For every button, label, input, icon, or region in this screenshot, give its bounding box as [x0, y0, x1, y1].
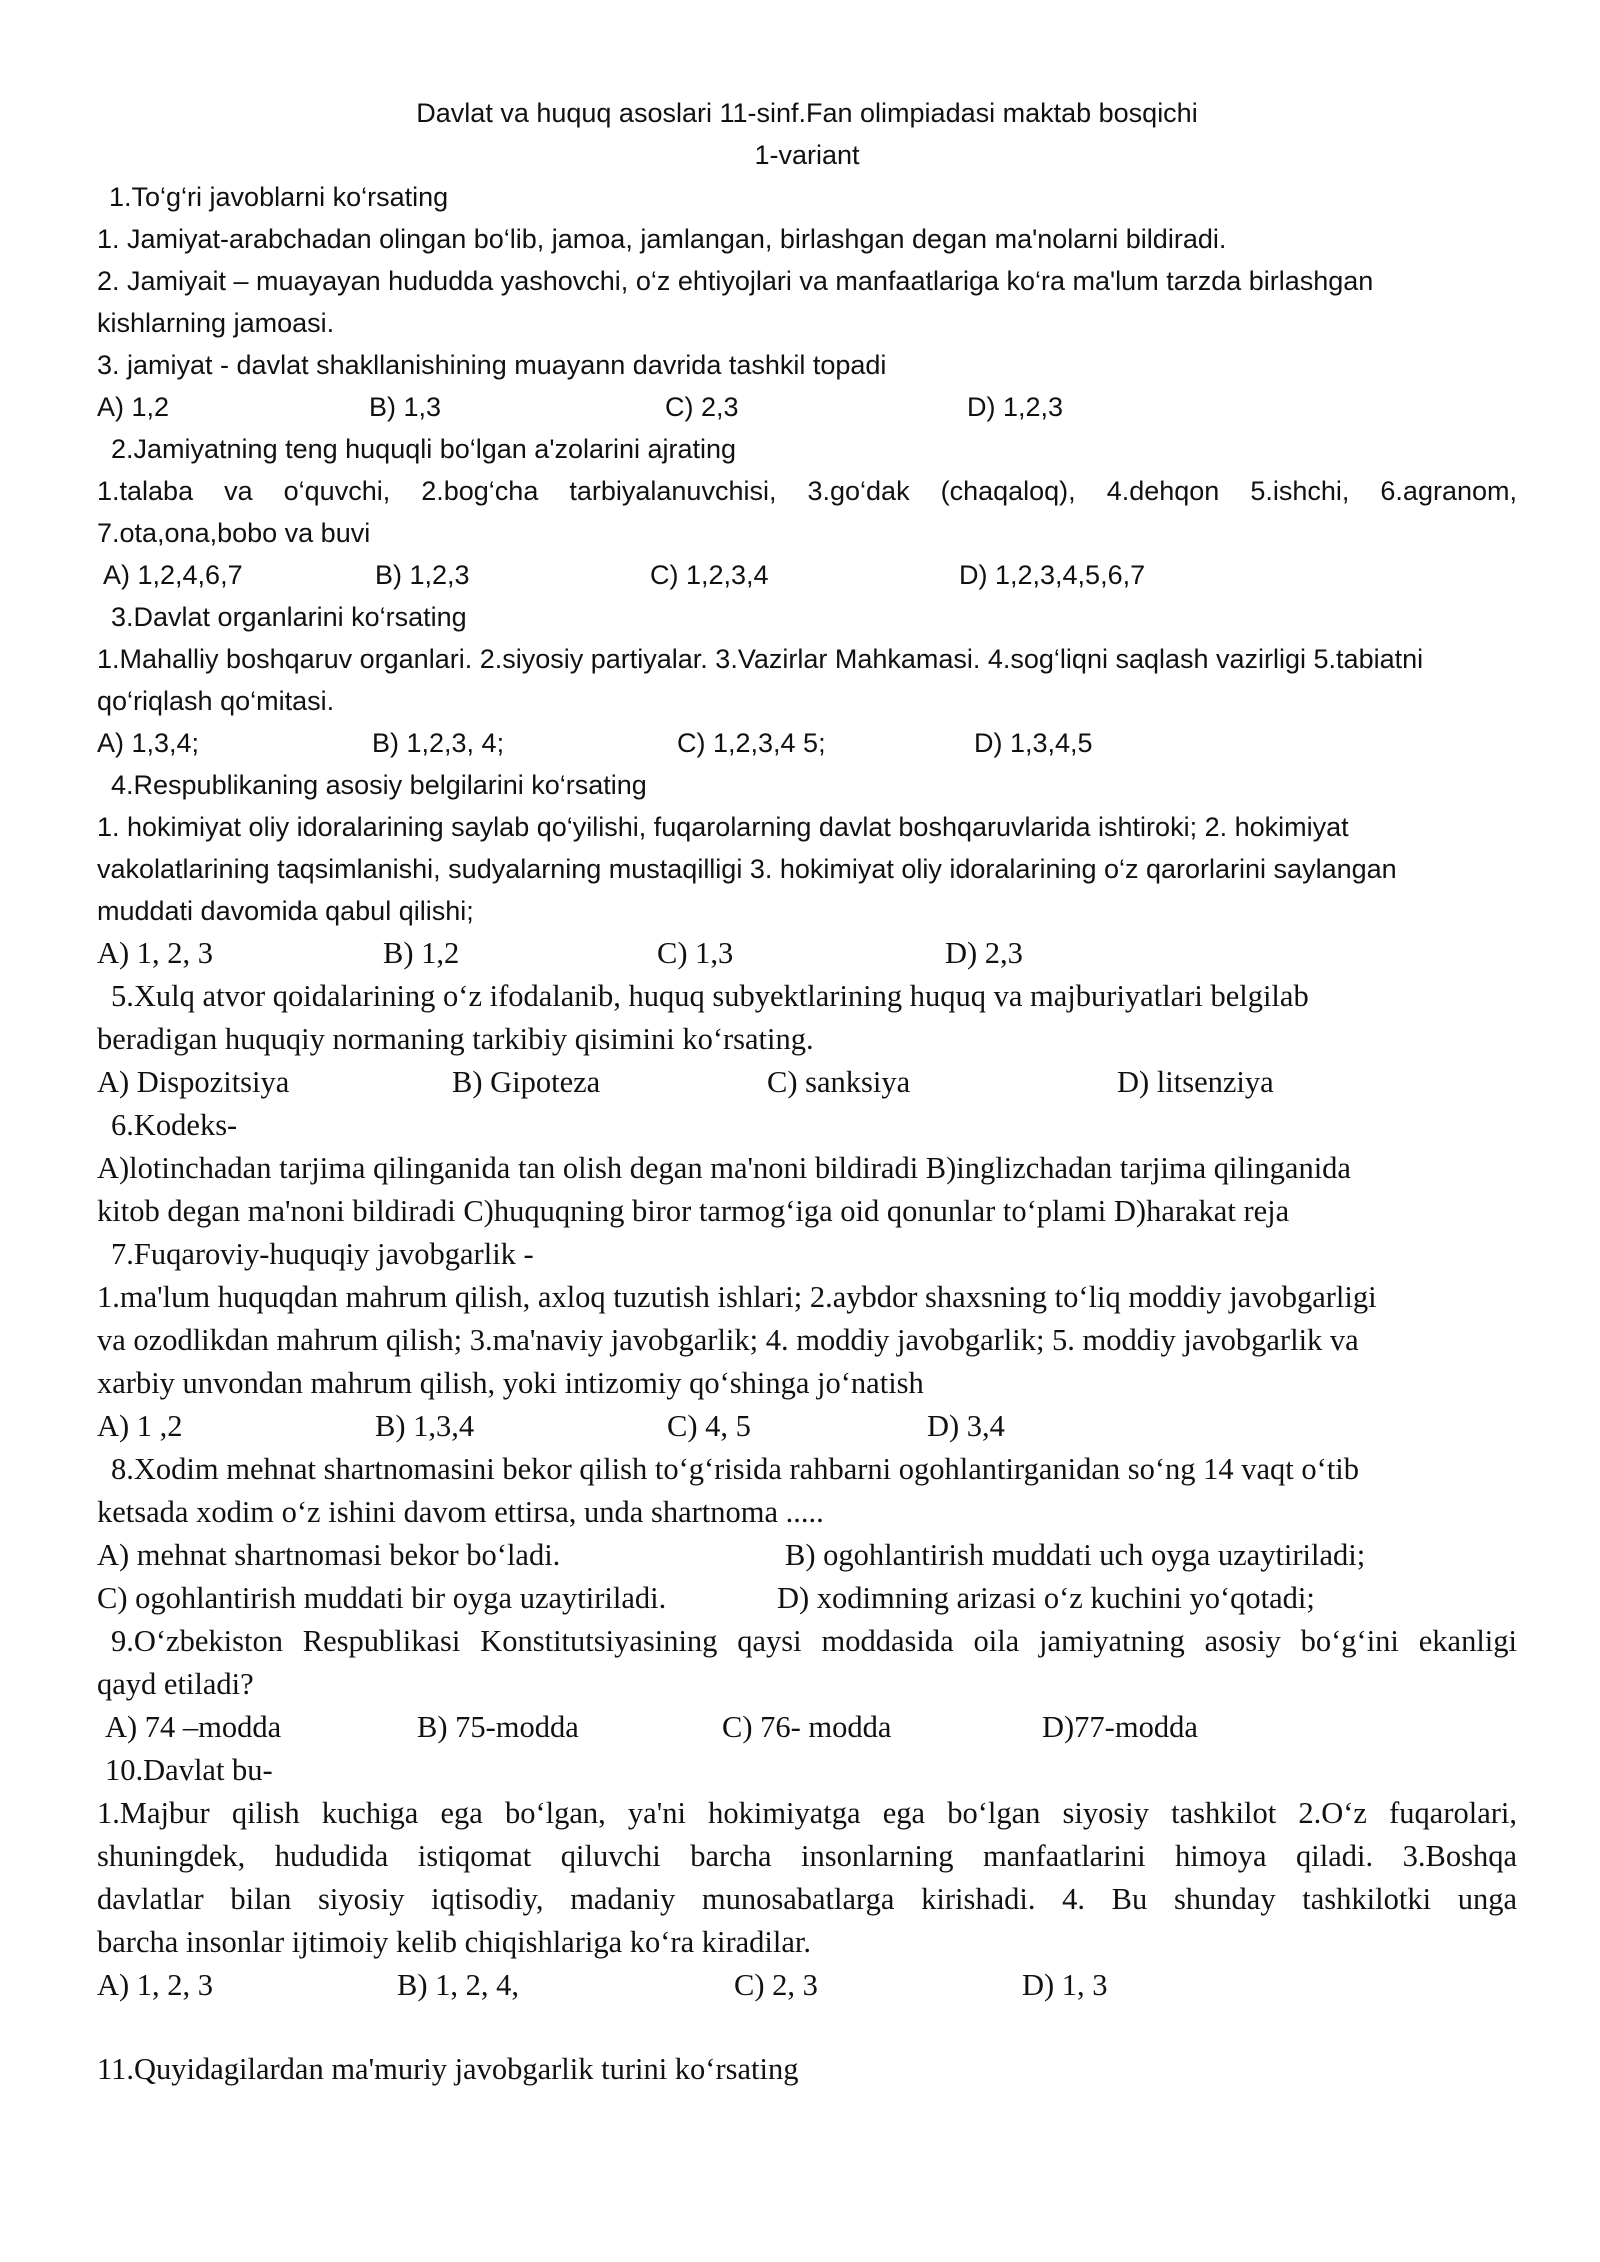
q5-option-a: A) Dispozitsiya: [97, 1065, 290, 1099]
q1-option-d: D) 1,2,3: [967, 392, 1064, 422]
q4-option-c: C) 1,3: [657, 936, 734, 970]
question-4-line: vakolatlarining taqsimlanishi, sudyalarning mustaqilligi 3. hokimiyat oliy idoralarining o‘z qarorlarini saylangan: [97, 854, 1397, 884]
q1-option-a: A) 1,2: [97, 392, 170, 422]
question-10-line: 1.Majbur qilish kuchiga ega bo‘lgan, ya'ni hokimiyatga ega bo‘lgan siyosiy tashkilot 2.O‘z fuqarolari,: [97, 1796, 1517, 1830]
question-4-title: 4.Respublikaning asosiy belgilarini ko‘rsating: [111, 770, 647, 800]
q7-option-c: C) 4, 5: [667, 1409, 751, 1443]
q3-option-a: A) 1,3,4;: [97, 728, 200, 758]
question-1-line: 1. Jamiyat-arabchadan olingan bo‘lib, jamoa, jamlangan, birlashgan degan ma'nolarni bildiradi.: [97, 224, 1227, 254]
q9-option-d: D)77-modda: [1042, 1710, 1198, 1744]
question-3-line: qo‘riqlash qo‘mitasi.: [97, 686, 335, 716]
question-2-line: 7.ota,ona,bobo va buvi: [97, 518, 371, 548]
q7-option-a: A) 1 ,2: [97, 1409, 183, 1443]
q8-option-c: C) ogohlantirish muddati bir oyga uzaytiriladi.: [97, 1581, 667, 1615]
q3-option-b: B) 1,2,3, 4;: [372, 728, 505, 758]
question-3-title: 3.Davlat organlarini ko‘rsating: [111, 602, 467, 632]
question-6-line: kitob degan ma'noni bildiradi C)huquqning biror tarmog‘iga oid qonunlar to‘plami D)harakat reja: [97, 1194, 1290, 1228]
q3-option-d: D) 1,3,4,5: [974, 728, 1093, 758]
question-7-line: 1.ma'lum huquqdan mahrum qilish, axloq tuzutish ishlari; 2.aybdor shaxsning to‘liq moddiy javobgarligi: [97, 1280, 1377, 1314]
q10-option-c: C) 2, 3: [734, 1968, 818, 2002]
q4-option-d: D) 2,3: [945, 936, 1023, 970]
question-9-line: qayd etiladi?: [97, 1667, 254, 1701]
question-6-line: A)lotinchadan tarjima qilinganida tan olish degan ma'noni bildiradi B)inglizchadan tarjima qilinganida: [97, 1151, 1351, 1185]
question-2-line: 1.talaba va o‘quvchi, 2.bog‘cha tarbiyalanuvchisi, 3.go‘dak (chaqaloq), 4.dehqon 5.ishchi, 6.agranom,: [97, 476, 1517, 506]
question-8-line: 8.Xodim mehnat shartnomasini bekor qilish to‘g‘risida rahbarni ogohlantirganidan so‘ng 14 vaqt o‘tib: [111, 1452, 1360, 1486]
q10-option-b: B) 1, 2, 4,: [397, 1968, 519, 2002]
question-7-title: 7.Fuqaroviy-huquqiy javobgarlik -: [111, 1237, 534, 1271]
question-1-title: 1.To‘g‘ri javoblarni ko‘rsating: [109, 182, 449, 212]
q1-option-b: B) 1,3: [369, 392, 442, 422]
q8-option-a: A) mehnat shartnomasi bekor bo‘ladi.: [97, 1538, 561, 1572]
q4-option-a: A) 1, 2, 3: [97, 936, 214, 970]
q10-option-d: D) 1, 3: [1022, 1968, 1108, 2002]
q7-option-d: D) 3,4: [927, 1409, 1005, 1443]
q5-option-d: D) litsenziya: [1117, 1065, 1274, 1099]
question-10-line: davlatlar bilan siyosiy iqtisodiy, madaniy munosabatlarga kirishadi. 4. Bu shunday tashkilotki unga: [97, 1882, 1517, 1916]
question-1-line: 2. Jamiyait – muayayan hududda yashovchi, o‘z ehtiyojlari va manfaatlariga ko‘ra ma'lum tarzda birlashgan: [97, 266, 1374, 296]
question-2-title: 2.Jamiyatning teng huquqli bo‘lgan a'zolarini ajrating: [111, 434, 737, 464]
q2-option-c: C) 1,2,3,4: [650, 560, 769, 590]
question-7-line: va ozodlikdan mahrum qilish; 3.ma'naviy javobgarlik; 4. moddiy javobgarlik; 5. moddiy javobgarlik va: [97, 1323, 1359, 1357]
q9-option-a: A) 74 –modda: [105, 1710, 282, 1744]
q9-option-c: C) 76- modda: [722, 1710, 892, 1744]
question-10-line: shuningdek, hududida istiqomat qiluvchi barcha insonlarning manfaatlarini himoya qiladi. 3.Boshqa: [97, 1839, 1517, 1873]
q7-option-b: B) 1,3,4: [375, 1409, 475, 1443]
q5-option-c: C) sanksiya: [767, 1065, 911, 1099]
q2-option-a: A) 1,2,4,6,7: [103, 560, 243, 590]
question-8-line: ketsada xodim o‘z ishini davom ettirsa, unda shartnoma .....: [97, 1495, 824, 1529]
question-4-line: 1. hokimiyat oliy idoralarining saylab qo‘yilishi, fuqarolarning davlat boshqaruvlarida ishtiroki; 2. hokimiyat: [97, 812, 1349, 842]
document-title: Davlat va huquq asoslari 11-sinf.Fan olimpiadasi maktab bosqichi: [416, 98, 1198, 128]
question-3-line: 1.Mahalliy boshqaruv organlari. 2.siyosiy partiyalar. 3.Vazirlar Mahkamasi. 4.sog‘liqni saqlash vazirligi 5.tabiatni: [97, 644, 1424, 674]
q2-option-b: B) 1,2,3: [375, 560, 470, 590]
question-6-title: 6.Kodeks-: [111, 1108, 238, 1142]
q9-option-b: B) 75-modda: [417, 1710, 579, 1744]
q8-option-b: B) ogohlantirish muddati uch oyga uzaytiriladi;: [785, 1538, 1366, 1572]
question-5-line: beradigan huquqiy normaning tarkibiy qisimini ko‘rsating.: [97, 1022, 814, 1056]
q3-option-c: C) 1,2,3,4 5;: [677, 728, 826, 758]
q4-option-b: B) 1,2: [383, 936, 460, 970]
question-4-line: muddati davomida qabul qilishi;: [97, 896, 474, 926]
question-1-line: 3. jamiyat - davlat shakllanishining muayann davrida tashkil topadi: [97, 350, 887, 380]
q2-option-d: D) 1,2,3,4,5,6,7: [959, 560, 1146, 590]
question-10-line: barcha insonlar ijtimoiy kelib chiqishlariga ko‘ra kiradilar.: [97, 1925, 811, 1959]
q8-option-d: D) xodimning arizasi o‘z kuchini yo‘qotadi;: [777, 1581, 1315, 1615]
question-5-line: 5.Xulq atvor qoidalarining o‘z ifodalanib, huquq subyektlarining huquq va majburiyatlari belgilab: [111, 979, 1309, 1013]
q10-option-a: A) 1, 2, 3: [97, 1968, 214, 2002]
question-1-line: kishlarning jamoasi.: [97, 308, 335, 338]
question-10-title: 10.Davlat bu-: [105, 1753, 273, 1787]
variant-label: 1-variant: [754, 140, 860, 170]
q1-option-c: C) 2,3: [665, 392, 739, 422]
question-9-line: 9.O‘zbekiston Respublikasi Konstitutsiyasining qaysi moddasida oila jamiyatning asosiy bo‘g‘ini ekanligi: [111, 1624, 1517, 1658]
q5-option-b: B) Gipoteza: [452, 1065, 601, 1099]
question-11-title: 11.Quyidagilardan ma'muriy javobgarlik turini ko‘rsating: [97, 2052, 799, 2086]
question-7-line: xarbiy unvondan mahrum qilish, yoki intizomiy qo‘shinga jo‘natish: [97, 1366, 924, 1400]
